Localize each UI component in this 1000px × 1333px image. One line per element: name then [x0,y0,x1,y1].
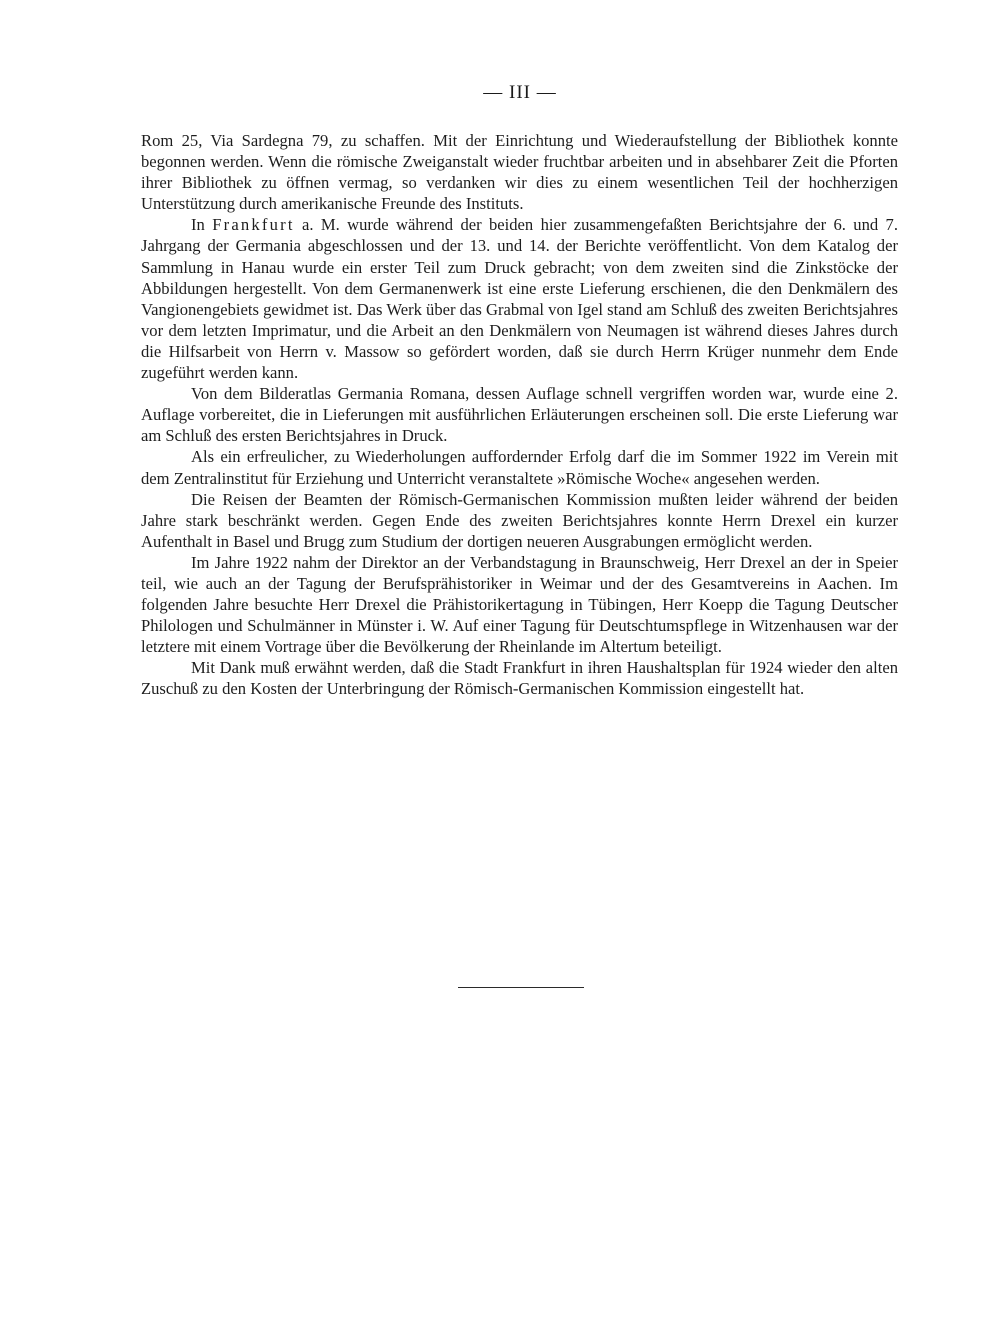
paragraph-body: a. M. wurde während der beiden hier zusammengefaßten Berichtsjahre der 6. und 7. Jahrgang der Germania abgeschlossen und der 13. und 14. der Berichte veröffentlicht. Von dem Katalog der Sammlung in Hanau wurde ein erster Teil zum Druck gebracht; von dem zweiten sind die Zinkstöcke der Abbildungen hergestellt. Von dem Germanenwerk ist eine erste Lieferung erschienen, die den Denkmälern des Vangionengebiets gewidmet ist. Das Werk über das Grabmal von Igel stand am Schluß des zweiten Berichtsjahres vor dem letzten Imprimatur, und die Arbeit an den Denkmälern von Neumagen ist während dieses Jahres durch die Hilfsarbeit von Herrn v. Massow so gefördert worden, daß sie durch Herrn Krüger nunmehr dem Ende zugeführt werden kann. [141,215,898,383]
paragraph-lead-prefix: In [191,215,213,235]
section-end-rule [458,987,584,988]
paragraph-rom-bibliothek: Rom 25, Via Sardegna 79, zu schaffen. Mit der Einrichtung und Wiederaufstellung der Bibliothek konnte begonnen werden. Wenn die römische Zweiganstalt wieder fruchtbar arbeiten und in absehbarer Zeit die Pforten ihrer Bibliothek zu öffnen vermag, so verdanken wir dies zu einem wesentlichen Teil der hochherzigen Unterstützung durch amerikanische Freunde des Instituts. [141,131,898,214]
place-name-frankfurt: Frankfurt [212,215,295,235]
paragraph-haushaltsplan: Mit Dank muß erwähnt werden, daß die Stadt Frankfurt in ihren Haushaltsplan für 1924 wieder den alten Zuschuß zu den Kosten der Unterbringung der Römisch-Germanischen Kommission eingestellt hat. [141,658,898,699]
body-text [141,130,898,700]
page-number: — III — [483,82,557,103]
paragraph-bilderatlas: Von dem Bilderatlas Germania Romana, dessen Auflage schnell vergriffen worden war, wurde eine 2. Auflage vorbereitet, die in Lieferungen mit ausführlichen Erläuterungen erscheinen soll. Die erste Lieferung war am Schluß des ersten Berichtsjahres in Druck. [141,384,898,446]
paragraph-tagungen: Im Jahre 1922 nahm der Direktor an der Verbandstagung in Braunschweig, Herr Drexel an der in Speier teil, wie auch an der Tagung der Berufsprähistoriker in Weimar und der des Gesamtvereins in Aachen. Im folgenden Jahre besuchte Herr Drexel die Prähistorikertagung in Tübingen, Herr Koepp die Tagung Deutscher Philologen und Schulmänner in Münster i. W. Auf einer Tagung für Deutschtumspflege in Witzenhausen war der letztere mit einem Vortrage über die Bevölkerung der Rheinlande im Altertum beteiligt. [141,552,898,657]
paragraph-reisen: Die Reisen der Beamten der Römisch-Germanischen Kommission mußten leider während der beiden Jahre stark beschränkt werden. Gegen Ende des zweiten Berichtsjahres konnte Herrn Drexel ein kurzer Aufenthalt in Basel und Brugg zum Studium der dortigen neueren Ausgrabungen ermöglicht werden. [141,489,898,551]
paragraph-roemische-woche: Als ein erfreulicher, zu Wiederholungen auffordernder Erfolg darf die im Sommer 1922 im Verein mit dem Zentralinstitut für Erziehung und Unterricht veranstaltete »Römische Woche« angesehen werden. [141,447,898,488]
paragraph-frankfurt-publications [141,214,898,383]
